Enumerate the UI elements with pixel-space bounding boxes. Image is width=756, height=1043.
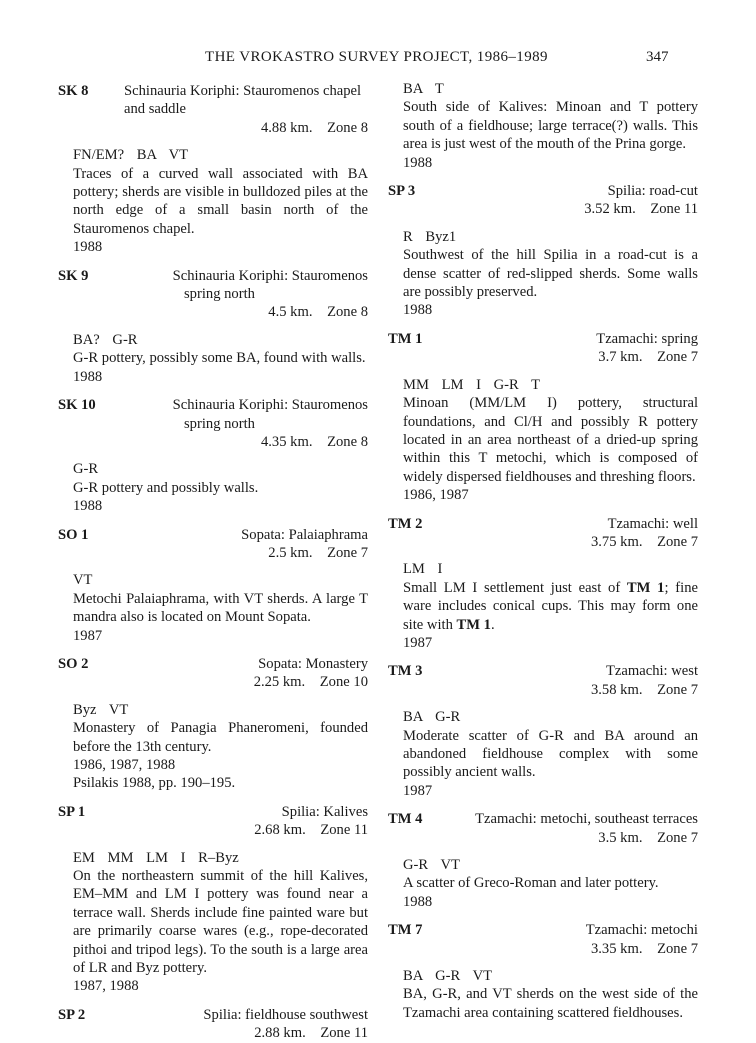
site-entry-continued <box>388 80 698 172</box>
site-entry <box>388 330 698 505</box>
years: 1988 <box>73 239 103 256</box>
entry-body <box>73 701 368 793</box>
distance: 4.88 km. <box>260 119 313 136</box>
zone: Zone 8 <box>327 433 368 450</box>
zone: Zone 7 <box>657 681 698 698</box>
site-entry <box>58 82 368 257</box>
entry-body <box>403 80 698 172</box>
site-location: Spilia: Kalives <box>281 803 368 820</box>
distance: 3.7 km. <box>598 349 643 366</box>
periods: G-R <box>73 461 99 478</box>
site-heading <box>58 526 368 544</box>
description: On the northeastern summit of the hill Kalives, EM–MM and LM I pottery was found near a terrace wall. Sherds include fine painted ware but are primarily coarse wares (e.g., rope-decorated pithoi and tripod legs). To the south is a large area of LR and Byz pottery. <box>73 868 368 977</box>
site-entry <box>58 267 368 386</box>
site-location-cont: spring north <box>184 286 255 303</box>
site-heading <box>388 330 698 348</box>
site-location: Schinauria Koriphi: Stauromenos chapel <box>124 83 362 99</box>
site-location-cont: spring north <box>184 415 255 432</box>
site-location: Tzamachi: west <box>606 663 698 680</box>
periods: R Byz1 <box>403 228 457 245</box>
zone: Zone 8 <box>327 304 368 321</box>
site-heading <box>58 655 368 673</box>
site-heading <box>58 396 368 414</box>
site-entry <box>388 515 698 653</box>
years: 1988 <box>73 498 103 515</box>
periods: BA G-R <box>403 709 461 726</box>
site-heading <box>388 662 698 680</box>
entry-body <box>73 571 368 645</box>
site-id: TM 1 <box>388 330 423 347</box>
description: A scatter of Greco-Roman and later pottery. <box>403 875 659 892</box>
zone: Zone 11 <box>650 201 698 218</box>
years: 1987 <box>403 634 433 651</box>
site-entry <box>388 662 698 800</box>
description-text: . <box>490 616 495 633</box>
entry-body <box>403 376 698 505</box>
description: South side of Kalives: Minoan and T pottery south of a fieldhouse; large terrace(?) walls. This area is just west of the mouth of the Prina gorge. <box>403 99 698 153</box>
site-heading <box>388 921 698 939</box>
site-entry <box>58 803 368 996</box>
left-column <box>58 82 368 1043</box>
years: 1986, 1987 <box>403 487 469 504</box>
years: 1986, 1987, 1988 <box>73 757 176 773</box>
periods: VT <box>73 572 93 589</box>
years: 1988 <box>403 154 433 171</box>
zone: Zone 11 <box>320 1025 368 1042</box>
site-reference: TM 1 <box>626 579 665 596</box>
reference: Psilakis 1988, pp. 190–195. <box>73 775 236 792</box>
years: 1987 <box>403 782 433 799</box>
distance: 2.25 km. <box>253 674 306 691</box>
right-column <box>388 80 698 1022</box>
distance-zone <box>58 303 368 321</box>
description: Minoan (MM/LM I) pottery, structural foundations, and Cl/H and possibly R pottery located in an area northeast of a dried-up spring within this T metochi, which is composed of widely dispersed fieldhouses and threshing floors. <box>403 395 698 485</box>
distance: 2.68 km. <box>254 822 306 839</box>
site-heading <box>58 803 368 821</box>
site-reference: TM 1 <box>456 616 491 633</box>
site-id: TM 7 <box>388 922 423 939</box>
description: Moderate scatter of G-R and BA around an abandoned fieldhouse complex with some possibly ancient walls. <box>403 727 698 781</box>
zone: Zone 7 <box>657 829 698 846</box>
periods: FN/EM? BA VT <box>73 147 189 164</box>
years: 1987, 1988 <box>73 978 139 995</box>
site-id: TM 2 <box>388 515 423 532</box>
distance: 3.35 km. <box>590 940 643 957</box>
zone: Zone 7 <box>657 940 698 957</box>
site-location: Sopata: Monastery <box>258 655 368 672</box>
site-location: Tzamachi: metochi, southeast terraces <box>475 811 698 828</box>
site-id: SP 2 <box>58 1006 86 1023</box>
running-title: THE VROKASTRO SURVEY PROJECT, 1986–1989 <box>205 49 548 65</box>
distance: 3.75 km. <box>590 533 643 550</box>
site-entry <box>58 1006 368 1043</box>
distance-zone <box>388 681 698 699</box>
site-location: Schinauria Koriphi: Stauromenos <box>172 397 368 414</box>
description: G-R pottery and possibly walls. <box>73 479 259 496</box>
zone: Zone 8 <box>327 119 368 136</box>
distance-zone <box>58 119 368 137</box>
site-id: SO 2 <box>58 655 89 672</box>
periods: EM MM LM I R–Byz <box>73 849 239 866</box>
site-id: TM 3 <box>388 663 423 680</box>
site-heading <box>388 515 698 533</box>
years: 1988 <box>73 368 103 385</box>
site-heading <box>388 182 698 200</box>
site-location: Sopata: Palaiaphrama <box>241 526 368 543</box>
periods: Byz VT <box>73 701 129 718</box>
periods: G-R VT <box>403 857 460 874</box>
description-text: Small LM I settlement just east of <box>403 579 627 596</box>
years: 1988 <box>403 893 433 910</box>
zone: Zone 7 <box>657 533 698 550</box>
entry-body <box>403 708 698 800</box>
site-heading <box>58 82 368 100</box>
site-id: SK 10 <box>58 397 96 414</box>
distance-zone <box>58 433 368 451</box>
entry-body <box>73 331 368 386</box>
description: Monastery of Panagia Phaneromeni, founded before the 13th century. <box>73 720 368 755</box>
description: Metochi Palaiaphrama, with VT sherds. A large T mandra also is located on Mount Sopata. <box>73 590 368 626</box>
site-location: Spilia: road-cut <box>607 183 698 200</box>
entry-body <box>73 146 368 256</box>
site-location-cont: and saddle <box>124 101 187 118</box>
periods: MM LM I G-R T <box>403 376 541 393</box>
site-id: SK 8 <box>58 83 89 99</box>
entry-body <box>403 560 698 652</box>
site-entry <box>58 396 368 515</box>
distance: 4.35 km. <box>260 433 313 450</box>
site-entry <box>58 526 368 645</box>
distance: 3.58 km. <box>590 681 643 698</box>
entry-body <box>403 228 698 320</box>
entry-body <box>73 460 368 515</box>
periods: BA? G-R <box>73 331 138 348</box>
distance-zone <box>388 829 698 847</box>
site-heading <box>388 810 698 828</box>
site-location: Schinauria Koriphi: Stauromenos <box>172 267 368 284</box>
site-location: Spilia: fieldhouse southwest <box>203 1006 368 1023</box>
distance-zone <box>388 940 698 958</box>
site-location: Tzamachi: well <box>607 515 698 532</box>
site-id: SO 1 <box>58 526 89 543</box>
distance-zone <box>58 1024 368 1042</box>
site-entry <box>388 810 698 911</box>
distance: 4.5 km. <box>268 304 313 321</box>
site-id: SK 9 <box>58 267 89 284</box>
years: 1987 <box>73 627 103 644</box>
site-entry <box>388 182 698 320</box>
distance: 3.52 km. <box>584 201 636 218</box>
site-id: SP 1 <box>58 803 86 820</box>
periods: LM I <box>403 561 443 578</box>
distance: 3.5 km. <box>598 829 643 846</box>
zone: Zone 7 <box>327 544 368 561</box>
distance-zone <box>58 673 368 691</box>
entry-body <box>403 967 698 1022</box>
years: 1988 <box>403 302 433 319</box>
distance-zone <box>58 544 368 562</box>
site-entry <box>58 655 368 793</box>
distance: 2.88 km. <box>254 1025 306 1042</box>
distance: 2.5 km. <box>268 544 313 561</box>
site-id: TM 4 <box>388 811 423 828</box>
entry-body <box>403 856 698 911</box>
site-entry <box>388 921 698 1022</box>
site-heading <box>58 1006 368 1024</box>
distance-zone <box>58 821 368 839</box>
distance-zone <box>388 533 698 551</box>
page-number: 347 <box>646 49 669 65</box>
site-heading <box>58 267 368 285</box>
distance-zone <box>388 348 698 366</box>
zone: Zone 10 <box>319 674 368 691</box>
description <box>403 579 698 634</box>
periods: BA T <box>403 81 444 97</box>
description: Traces of a curved wall associated with BA pottery; sherds are visible in bulldozed piles at the north edge of a small basin north of the Stauromenos chapel. <box>73 165 368 237</box>
site-id: SP 3 <box>388 183 416 200</box>
distance-zone <box>388 200 698 218</box>
periods: BA G-R VT <box>403 968 493 985</box>
entry-body <box>73 849 368 996</box>
zone: Zone 11 <box>320 822 368 839</box>
description: BA, G-R, and VT sherds on the west side of the Tzamachi area containing scattered fieldhouses. <box>403 986 698 1021</box>
description-text: ; fine ware includes conical cups. This may form one site with <box>403 579 698 633</box>
site-location: Tzamachi: spring <box>596 330 698 347</box>
description: G-R pottery, possibly some BA, found with walls. <box>73 350 366 367</box>
zone: Zone 7 <box>657 349 698 366</box>
description: Southwest of the hill Spilia in a road-cut is a dense scatter of red-slipped sherds. Some walls are possibly preserved. <box>403 247 698 301</box>
site-location: Tzamachi: metochi <box>585 922 698 939</box>
